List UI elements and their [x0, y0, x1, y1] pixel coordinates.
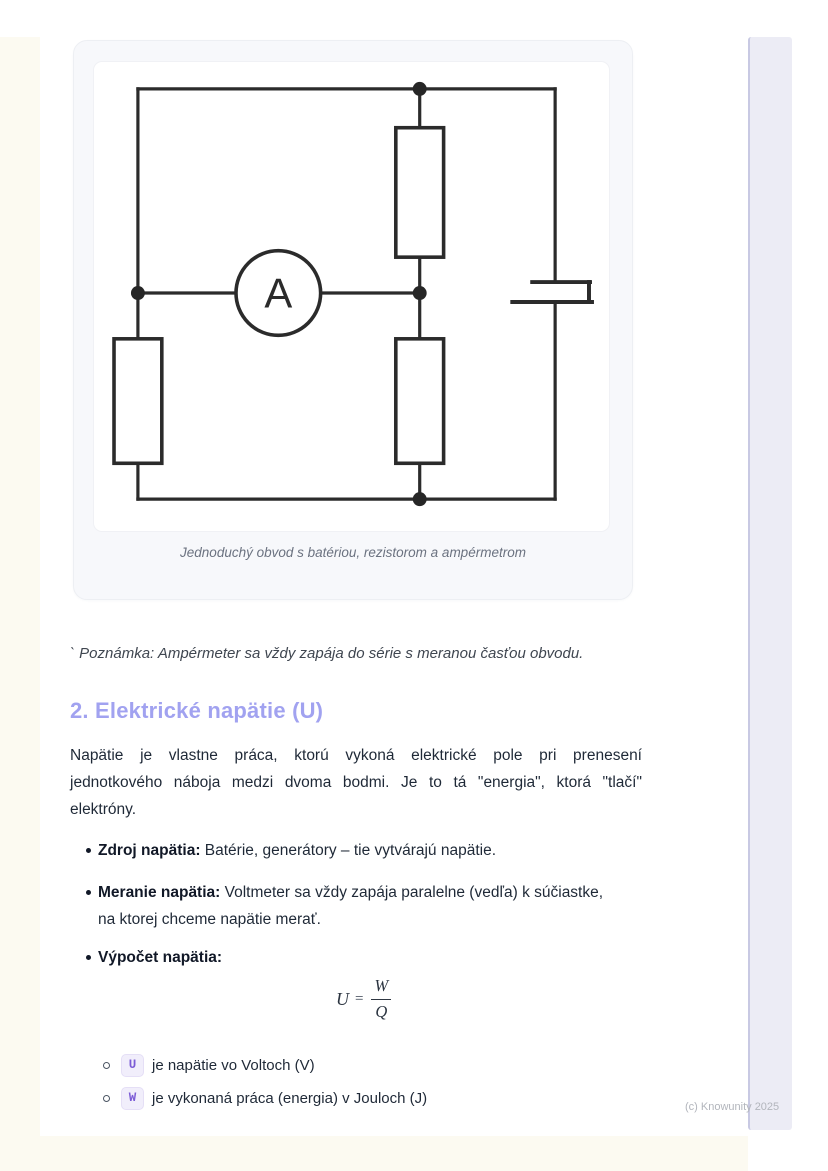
bullet-text-line2: na ktorej chceme napätie merať.	[98, 911, 321, 928]
resistor-left	[114, 339, 162, 463]
paragraph-line: Napätie je vlastne práca, ktorú vykoná elektrické pole pri prenesení	[70, 747, 642, 764]
copyright-watermark: (c) Knowunity 2025	[685, 1101, 780, 1113]
formula-numerator: W	[374, 976, 389, 995]
document-page	[40, 0, 748, 1136]
formula-voltage	[336, 976, 392, 1022]
bullet-text: Voltmeter sa vždy zapája paralelne (vedľa) k súčiastke,	[220, 884, 604, 901]
figure-card	[73, 40, 633, 600]
code-badge-u: U	[121, 1054, 144, 1077]
intro-paragraph	[70, 742, 642, 823]
junction-dot-left	[131, 286, 145, 300]
bullet-disc-icon	[86, 890, 91, 895]
bullet-meranie-napatia	[98, 879, 646, 933]
section-heading: 2. Elektrické napätie (U)	[70, 698, 324, 723]
page-edge-scrollbar[interactable]	[748, 37, 792, 1130]
bottom-margin-band	[40, 1136, 748, 1171]
formula-equals: =	[355, 990, 364, 1007]
note-text: Poznámka: Ampérmeter sa vždy zapája do série s meranou časťou obvodu.	[79, 645, 584, 662]
note-prefix: `	[70, 645, 75, 662]
paragraph-line: jednotkového náboja medzi dvoma bodmi. Je to tá "energia", ktorá "tlačí"	[70, 774, 642, 791]
circle-marker-icon	[103, 1062, 110, 1069]
circle-marker-icon	[103, 1095, 110, 1102]
formula-denominator: Q	[371, 999, 391, 1021]
figure-caption: Jednoduchý obvod s batériou, rezistorom a ampérmetrom	[180, 545, 526, 560]
ammeter-label: A	[264, 269, 293, 317]
bullet-bold: Výpočet napätia:	[98, 949, 223, 966]
bullet-text: Batérie, generátory – tie vytvárajú napätie.	[200, 842, 497, 859]
paragraph-line: elektróny.	[70, 801, 137, 818]
resistor-middle	[396, 339, 444, 463]
note-line	[70, 644, 650, 664]
junction-dot-top	[413, 82, 427, 96]
subitem-text: je napätie vo Voltoch (V)	[152, 1056, 315, 1074]
bullet-zdroj-napatia	[98, 837, 646, 864]
bullet-bold: Zdroj napätia:	[98, 842, 201, 859]
left-margin-band	[0, 37, 40, 1171]
resistor-top	[396, 128, 444, 257]
bullet-disc-icon	[86, 955, 91, 960]
circuit-diagram	[94, 62, 609, 531]
formula-fraction	[370, 978, 392, 1020]
bullet-disc-icon	[86, 848, 91, 853]
bullet-bold: Meranie napätia:	[98, 884, 221, 901]
subitem-text: je vykonaná práca (energia) v Jouloch (J)	[152, 1089, 428, 1107]
battery-symbol	[512, 282, 592, 302]
subitem-work-unit	[103, 1086, 427, 1110]
junction-dot-bottom	[413, 492, 427, 506]
circuit-image	[93, 61, 610, 532]
junction-dot-middle	[413, 286, 427, 300]
code-badge-w: W	[121, 1087, 144, 1110]
bullet-vypocet-napatia	[98, 944, 646, 971]
subitem-voltage-unit	[103, 1053, 315, 1077]
formula-lhs: U	[336, 988, 349, 1009]
